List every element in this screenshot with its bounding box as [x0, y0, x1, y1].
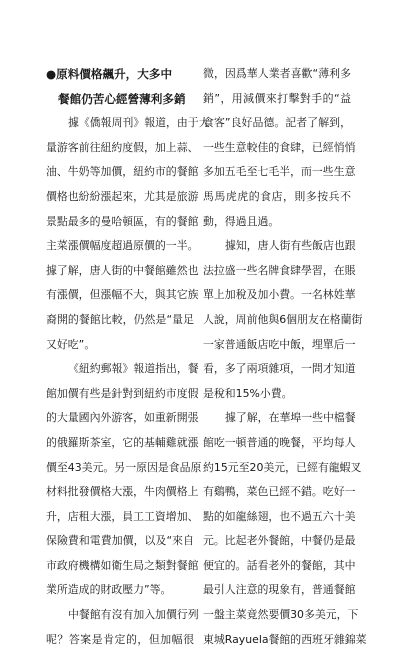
body-line: 多加五毛至七毛半，而一些生意: [203, 165, 356, 179]
headline-line-2: 餐館仍苦心經營薄利多銷: [58, 91, 186, 106]
right-column: [203, 62, 367, 652]
body-line: 據了解，在華埠一些中檔餐: [225, 411, 356, 425]
body-line: 便宜的。話看老外的餐館，其中: [203, 558, 356, 572]
body-line: 價至43美元。另一原因是食品原: [46, 460, 202, 474]
body-line: 有漲價，但漲幅不大，與其它族: [46, 288, 199, 302]
body-line: 升，店租大漲，員工工資增加、: [46, 509, 199, 523]
body-line: 元。比起老外餐館，中餐仍是最: [203, 534, 356, 548]
body-line: 景點最多的曼哈頓區，有的餐館: [46, 214, 199, 228]
body-line: 主菜漲價幅度超過原價的一半。: [46, 239, 199, 253]
body-line: 人說，周前他與6個朋友在格蘭街: [203, 312, 363, 326]
body-line: 動，得過且過。: [203, 214, 280, 228]
body-line: 點的如龍絲翅，也不過五六十美: [203, 509, 356, 523]
body-line: 最引人注意的現象有，普通餐館: [203, 583, 356, 597]
body-line: 油、牛奶等加價，紐約市的餐館: [46, 165, 199, 179]
body-line: 《紐約郵報》報道指出，餐: [68, 362, 199, 376]
body-line: 據了解，唐人街的中餐館雖然也: [46, 263, 199, 277]
body-line: 馬馬虎虎的食店，則多按兵不: [203, 189, 351, 203]
body-line: 裔開的餐館比較，仍然是“量足: [46, 312, 194, 326]
body-line: 單上加稅及加小費。一名林姓華: [203, 288, 356, 302]
body-line: 量游客前往紐約度假，加上蒜、: [46, 140, 199, 154]
body-line: 的大量國內外游客，如重新開張: [46, 411, 199, 425]
body-line: 中餐館有沒有加入加價行列: [68, 608, 199, 622]
body-line: 食客”良好品德。記者了解到，: [203, 116, 351, 130]
body-line: 看，多了兩項雜項，一問才知道: [203, 362, 356, 376]
body-line: 保險費和電費加價，以及“來自: [46, 534, 194, 548]
body-line: 市政府機構如衛生局之類對餐館: [46, 558, 199, 572]
body-line: 銷”，用減價來打擊對手的“益: [203, 91, 351, 105]
body-line: 是稅和15%小費。: [203, 386, 293, 400]
body-line: 館吃一頓普通的晚餐，平均每人: [203, 435, 356, 449]
headline-line-1: ●原料價格飆升，大多中: [46, 67, 173, 81]
body-line: 材料批發價格大漲，牛肉價格上: [46, 485, 199, 499]
body-line: 館加價有些是針對到紐約市度假: [46, 386, 199, 400]
body-line: 呢？答案是肯定的，但加幅很: [46, 632, 194, 646]
body-line: 約15元至20美元，已經有龍蝦叉: [203, 460, 362, 474]
left-column: [46, 62, 210, 652]
body-line: 一家普通飯店吃中飯，埋單后一: [203, 337, 356, 351]
body-line: 法拉盛一些名牌食肆學習，在賬: [203, 263, 356, 277]
body-line: 的俄羅斯茶室，它的基輔雞就漲: [46, 435, 199, 449]
body-line: 業所造成的財政壓力”等。: [46, 583, 172, 597]
body-line: 據《僑報周刊》報道，由于大: [68, 116, 210, 130]
body-line: 有鷄鴨，菜色已經不錯。吃好一: [203, 485, 356, 499]
body-line: 一些生意較佳的食肆，已經悄悄: [203, 140, 356, 154]
body-line: 一盤主菜竟然要價30多美元，下: [203, 608, 359, 622]
body-line: 微，因爲華人業者喜歡“薄利多: [203, 67, 351, 80]
body-line: 據知，唐人街有些飯店也跟: [225, 239, 356, 253]
body-line: 東城Rayuela餐館的西班牙雜錦菜: [203, 632, 367, 646]
body-line: 又好吃”。: [46, 337, 96, 351]
body-line: 價格也紛紛漲起來，尤其是旅游: [46, 189, 199, 203]
